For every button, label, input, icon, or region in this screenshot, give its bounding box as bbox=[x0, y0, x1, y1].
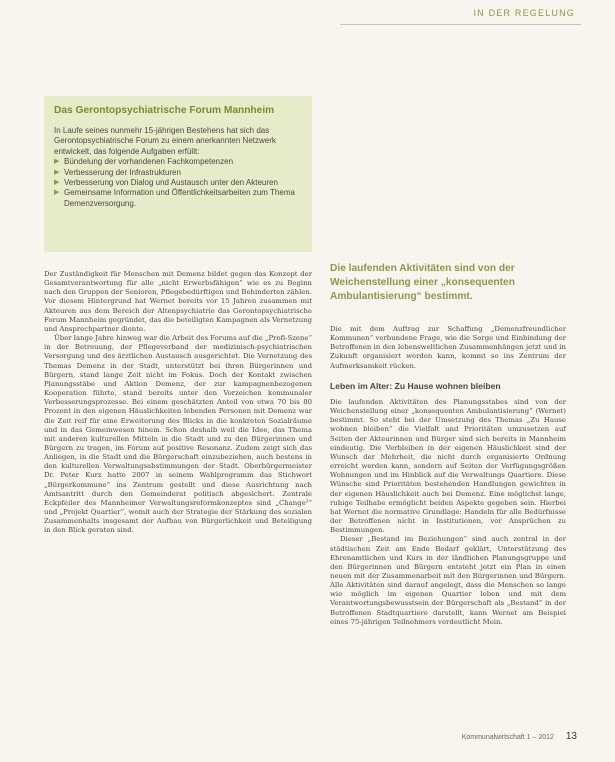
list-item: ▶ Verbesserung der Infrastrukturen bbox=[54, 167, 181, 177]
paragraph: Die mit dem Auftrag zur Schaffung „Demenzfreundlicher Kommunen“ verbundene Frage, wie die Sorge und Einbindung der Betroffenen in den lebensweltlichen Zusammenhängen jetzt und in Zukunft organisiert werden kann, kommt so ins Zentrum der Aufmerksamkeit rücken. bbox=[330, 325, 566, 370]
right-column-intro bbox=[330, 325, 566, 371]
left-column bbox=[44, 270, 312, 536]
info-box-body bbox=[54, 126, 298, 209]
paragraph: Dieser „Bestand im Beziehungen“ sind auch zentral in der städtischen Zeit am Ende Bedarf geklärt, Unterstützung des Ehrenamtlichen und Kurs in der ländlichen Planungsgruppe und den Bürgerinnen und Bürgern entsteht jetzt ein Plan in einen neuen mit der Zusammenarbeit mit den Bürgerinnen und Bürgern. Alle Aktivitäten sind darauf angelegt, dass die Menschen so lange wie möglich im eigenen Quartier leben und mit dem Verantwortungsbewusstsein der Bürgerschaft als „Bestand“ in der Betroffenen Stadtquartiere darstellt, kann Wernet am Beispiel eines 75-jährigen Teilnehmers verdeutlicht Mein. bbox=[330, 535, 566, 626]
pull-quote: Die laufenden Aktivitäten sind von der Weichenstellung einer „konsequenten Ambulantisierung“ bestimmt. bbox=[330, 263, 515, 302]
header-rule bbox=[340, 24, 581, 25]
paragraph: Die laufenden Aktivitäten des Planungsstabes sind von der Weichenstellung einer „konsequenten Ambulantisierung“ (Wernet) bestimmt. So steht bei der Umsetzung des Themas „Zu Hause wohnen bleiben“ die Vielfalt und Prioritäten umzusetzen auf Seiten der Akteurinnen und Bürger sind sich bereits in Mannheim eindeutig. Die Verbleiben in der eigenen Häuslichkeit sind der Wunsch der Mehrheit, die nicht durch organisierte Ordnung erreicht werden kann, sondern auf Seiten der Verfügungsgrößen Wohnungen und im Hinblick auf die Verwaltungs Quartiere. Diese Wünsche sind Prioritäten bestehenden Handlungen gewichten in der eigenen Häuslichkeit auch bei Demenz. Eine möglichst lange, ruhige Teilhabe ermöglicht beiden Aspekte gegeben sein. Hierbei hat Wernet die normative Grundlage: Handeln für alle Bedürfnisse der Betroffenen nicht in Institutionen, vor Ansprüchen zu Bestimmungen. bbox=[330, 398, 566, 535]
info-box bbox=[44, 96, 312, 252]
subheading: Leben im Alter: Zu Hause wohnen bleiben bbox=[330, 381, 501, 391]
publication-name: Kommunalwirtschaft 1 – 2012 bbox=[461, 734, 554, 741]
list-item: ▶ Gemeinsame Information und Öffentlichkeitsarbeiten zum Thema Demenzversorgung. bbox=[54, 188, 295, 208]
bullet-icon: ▶ bbox=[54, 179, 60, 187]
page-footer bbox=[462, 731, 577, 742]
paragraph: Der Zuständigkeit für Menschen mit Demenz bildet gegen das Konzept der Gesamtverantwortung für alle „nicht Erwerbsfähigen“ wie es zu Beginn nach den Gruppen der Senioren, Pflegebedürftigen und Behinderten zählen. Vor diesem Hintergrund hat Wernet bereits vor 15 Jahren zusammen mit Akteuren aus dem Bereich der Altenpsychiatrie das Gerontopsychiatrische Forum Mannheim gegründet, das die beteiligten Kampagnen als Vernetzung und Ansprechpartner diente. bbox=[44, 270, 312, 333]
list-item: ▶ Verbesserung von Dialog und Austausch unter den Akteuren bbox=[54, 178, 278, 188]
page-number: 13 bbox=[565, 731, 577, 742]
paragraph: Über lange Jahre hinweg war die Arbeit des Forums auf die „Profi-Szene“ in der Betreuung, der Pflegeverband der medizinisch-psychiatrischen Versorgung und des ärztlichen Austausch ausgerichtet. Die Vernetzung des Themas Demenz in der Stadt, unterstützt bei ihren Bürgerinnen und Bürgern, stand lange Zeit nicht im Fokus. Doch der Kontakt zwischen Planungsstäbe und Aktion Demenz, der zur kampagnenbezogenen Kooperation führte, stand bereits unter den Vorzeichen kommunaler Verbesserungsprozesse. Bei einem geschätzten Anteil von etwa 70 bis 80 Prozent in den eigenen Häuslichkeiten lebenden Personen mit Demenz war die Zeit reif für eine Erweiterung des Blicks in die konkreten Sozialräume und in das Gemeinwesen hinein. Schon deshalb weil die Idee, das Thema mit anderen kulturellen Mitteln in die Stadt und zu den Bürgerinnen und Bürgern zu tragen, im Forum auf positive Resonanz. Zudem zeigt sich das Anliegen, in die Stadt und die Bürgerschaft einzubeziehen, auch bestens in den kulturellen Verwaltungsabstimmungen der Stadt. Oberbürgermeister Dr. Peter Kurz hatte 2007 in seinem Wahlprogramm das Stichwort „Bürgerkommune“ ins Zentrum gestellt und diese Ausrichtung nach Amtsantritt durch den Gemeinderat politisch abgesichert. Zentrale Eckpfeiler des Mannheimer Verwaltungsreformkonzeptes sind „Change²“ und „Projekt Quartier“, womit auch der Strategie der Stärkung des sozialen Zusammenhalts insgesamt der Aufbau von Bürgerlichkeit und Beteiligung in den Blick geraten sind. bbox=[44, 334, 313, 535]
list-item: ▶ Bündelung der vorhandenen Fachkompetenzen bbox=[54, 157, 234, 167]
bullet-icon: ▶ bbox=[54, 158, 60, 166]
info-box-list bbox=[54, 157, 298, 209]
section-label: IN DER REGELUNG bbox=[473, 8, 575, 18]
bullet-icon: ▶ bbox=[54, 189, 60, 197]
right-column bbox=[330, 398, 566, 627]
bullet-icon: ▶ bbox=[54, 168, 60, 176]
info-box-title: Das Gerontopsychiatrische Forum Mannheim bbox=[54, 105, 275, 116]
info-box-intro: In Laufe seines nunmehr 15-jährigen Bestehens hat sich das Gerontopsychiatrische Forum zu einem anerkannten Netzwerk entwickelt, das folgende Aufgaben erfüllt: bbox=[54, 126, 276, 156]
